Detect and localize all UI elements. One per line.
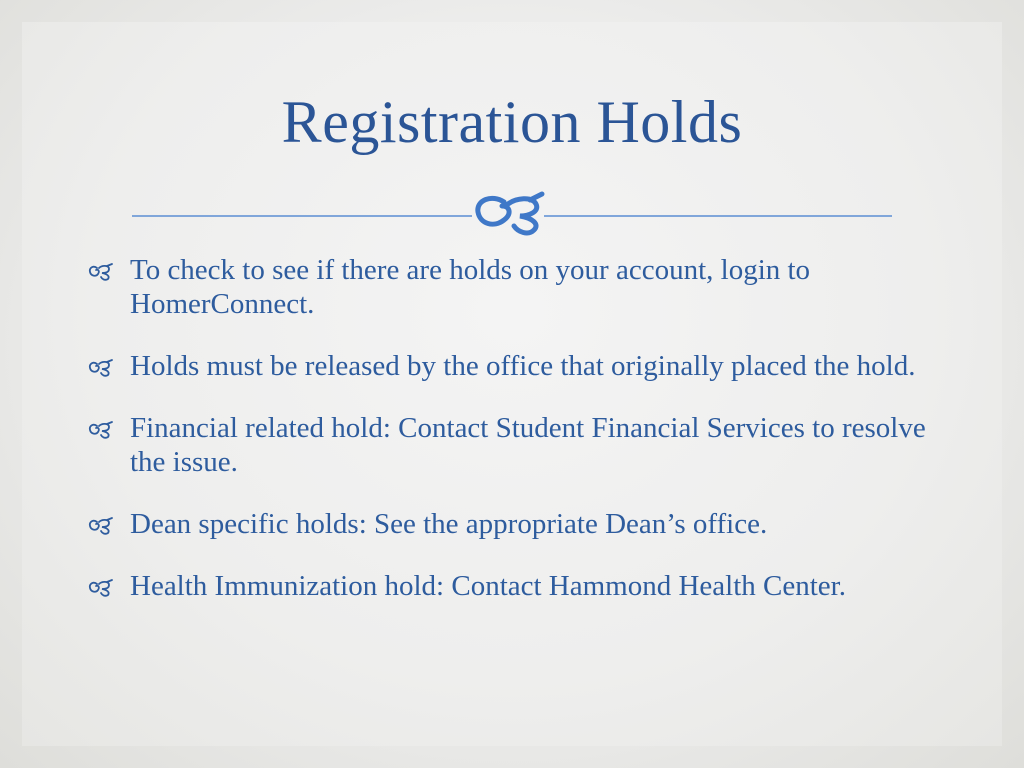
flourish-bullet-icon bbox=[88, 579, 122, 597]
bullet-text: Health Immunization hold: Contact Hammond Health Center. bbox=[130, 570, 846, 602]
bullet-text: Dean specific holds: See the appropriate Dean’s office. bbox=[130, 508, 768, 540]
flourish-bullet-icon bbox=[88, 517, 122, 535]
title-divider bbox=[132, 190, 892, 240]
list-item bbox=[88, 349, 948, 383]
bullet-list bbox=[88, 253, 948, 631]
bullet-text: Financial related hold: Contact Student Financial Services to resolve the issue. bbox=[130, 412, 926, 478]
list-item bbox=[88, 411, 948, 479]
flourish-bullet-icon bbox=[88, 359, 122, 377]
flourish-bullet-icon bbox=[88, 263, 122, 281]
list-item bbox=[88, 507, 948, 541]
list-item bbox=[88, 569, 948, 603]
flourish-bullet-icon bbox=[88, 421, 122, 439]
slide-title: Registration Holds bbox=[281, 89, 743, 155]
bullet-text: To check to see if there are holds on your account, login to HomerConnect. bbox=[130, 254, 811, 320]
bullet-text: Holds must be released by the office that originally placed the hold. bbox=[130, 350, 916, 382]
list-item bbox=[88, 253, 948, 321]
flourish-ornament-icon bbox=[478, 194, 542, 233]
